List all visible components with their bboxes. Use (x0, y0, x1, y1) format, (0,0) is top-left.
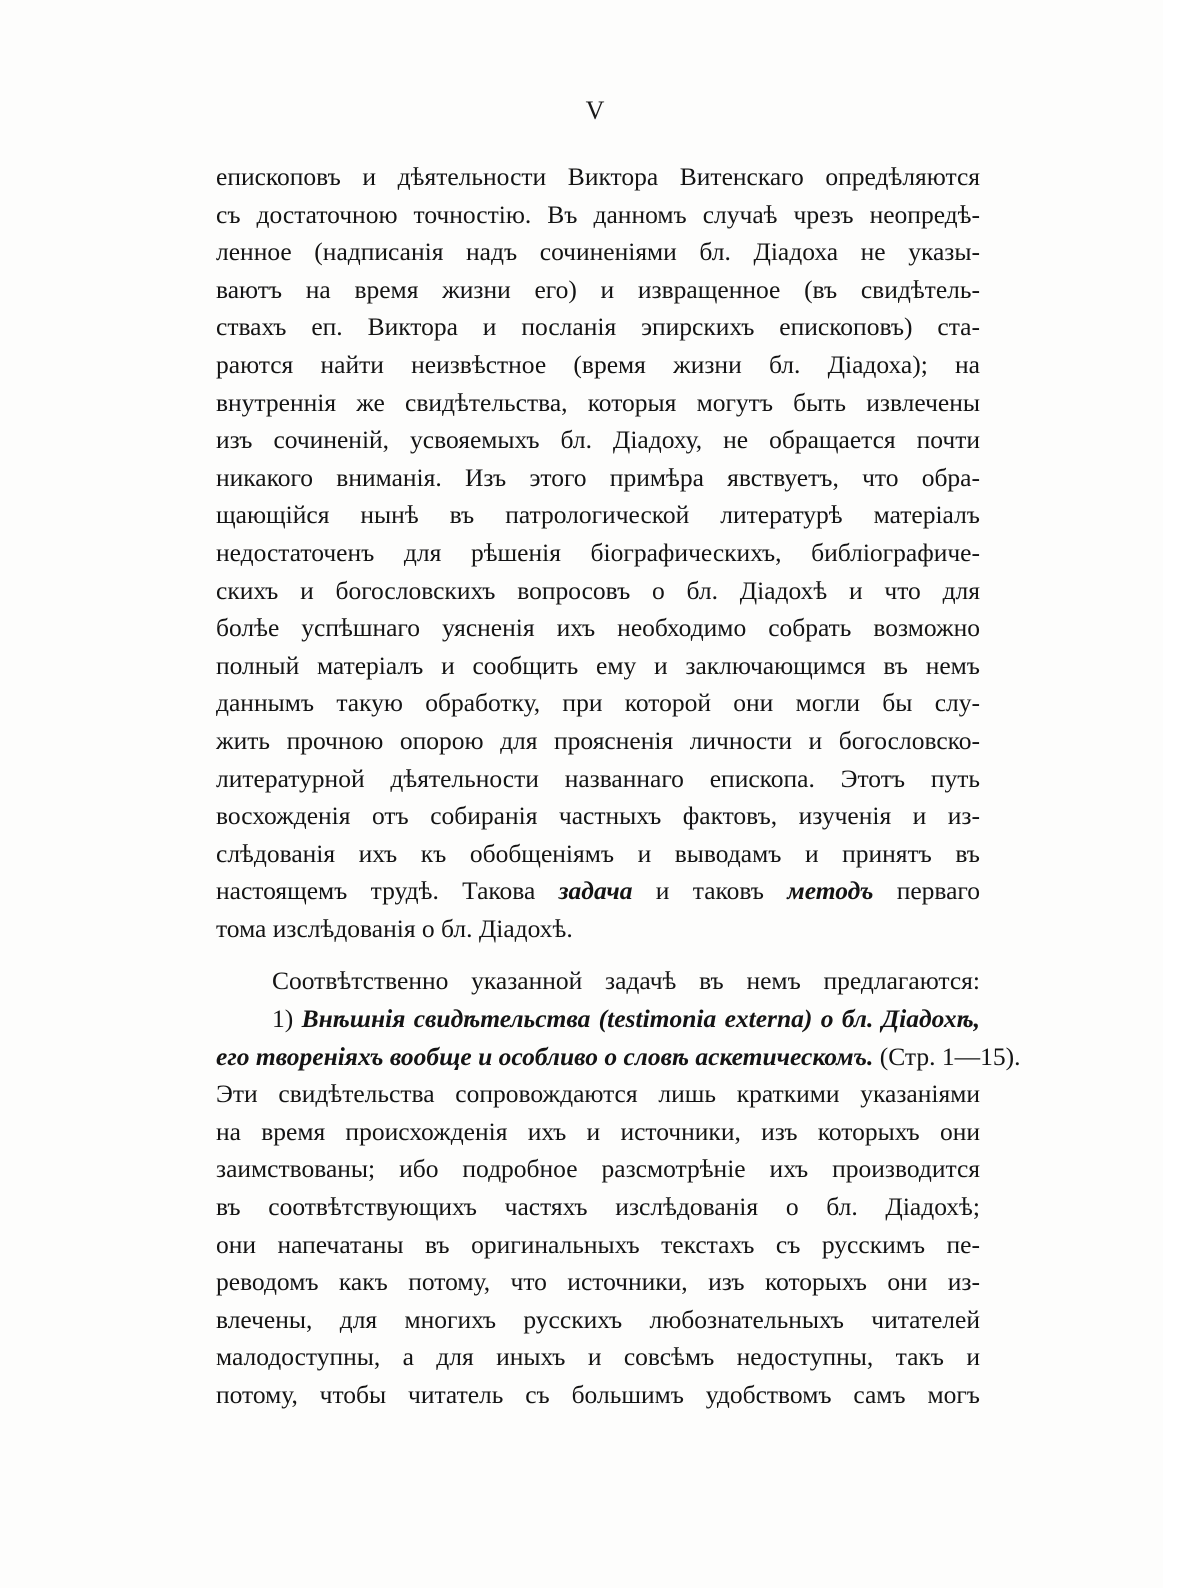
text-run: настоящемъ трудѣ. Такова (216, 876, 559, 906)
paragraph-1 (216, 158, 980, 947)
text-line: даннымъ такую обработку, при которой они могли бы слу- (216, 688, 980, 718)
list-item-1 (216, 1000, 1021, 1075)
page-reference: (Стр. 1—15). (873, 1041, 1021, 1071)
text-line: литературной дѣятельности названнаго епископа. Этотъ путь (216, 763, 980, 793)
text-line: никакого вниманія. Изъ этого примѣра явствуетъ, что обра- (216, 462, 980, 492)
text-run: и таковъ (632, 876, 788, 906)
text-line (216, 1038, 1021, 1076)
text-line: на время происхожденія ихъ и источники, изъ которыхъ они (216, 1116, 980, 1146)
emphasis-metod: методъ (787, 876, 874, 906)
text-line: заимствованы; ибо подробное разсмотрѣніе ихъ производится (216, 1154, 980, 1184)
text-line: въ соотвѣтствующихъ частяхъ изслѣдованія о бл. Діадохѣ; (216, 1192, 980, 1222)
text-line: влечены, для многихъ русскихъ любознательныхъ читателей (216, 1304, 980, 1334)
text-line: полный матеріалъ и сообщить ему и заключающимся въ немъ (216, 650, 980, 680)
text-line: Эти свидѣтельства сопровождаются лишь краткими указаніями (216, 1079, 980, 1109)
text-line: скихъ и богословскихъ вопросовъ о бл. Діадохѣ и что для (216, 575, 980, 605)
page-number: V (585, 96, 605, 125)
text-run: перваго (873, 876, 981, 906)
text-line: жить прочною опорою для проясненія личности и богословско- (216, 725, 980, 755)
text-line: епископовъ и дѣятельности Виктора Витенскаго опредѣляются (216, 162, 980, 191)
text-line: слѣдованія ихъ къ обобщеніямъ и выводамъ и принятъ въ (216, 838, 980, 868)
paragraph-gap (216, 947, 980, 962)
text-line: ваютъ на время жизни его) и извращенное (въ свидѣтель- (216, 274, 980, 304)
text-body (216, 158, 1021, 1414)
item-heading: Внѣшнія свидѣтельства (testimonia externa) о бл. Діадохѣ, (301, 1004, 981, 1034)
text-line (216, 1000, 980, 1038)
text-line: потому, чтобы читатель съ большимъ удобствомъ самъ могъ (216, 1380, 980, 1409)
text-line: недостаточенъ для рѣшенія біографическихъ, библіографиче- (216, 537, 980, 567)
item-number: 1) (272, 1004, 302, 1034)
text-line: внутреннія же свидѣтельства, которыя могутъ быть извлечены (216, 387, 980, 417)
text-line: изъ сочиненій, усвояемыхъ бл. Діадоху, не обращается почти (216, 425, 980, 455)
text-line: болѣе успѣшнаго уясненія ихъ необходимо собрать возможно (216, 613, 980, 643)
text-line: они напечатаны въ оригинальныхъ текстахъ съ русскимъ пе- (216, 1229, 980, 1259)
paragraph-2: Соотвѣтственно указанной задачѣ въ немъ предлагаются: (272, 966, 980, 996)
item-heading: его твореніяхъ вообще и особливо о словѣ аскетическомъ. (216, 1041, 874, 1071)
text-line: малодоступны, а для иныхъ и совсѣмъ недоступны, такъ и (216, 1342, 980, 1372)
text-line: ствахъ еп. Виктора и посланія эпирскихъ епископовъ) ста- (216, 312, 980, 342)
paragraph-3 (216, 1075, 980, 1413)
text-line: съ достаточною точностію. Въ данномъ случаѣ чрезъ неопредѣ- (216, 199, 980, 229)
text-line: восхожденія отъ собиранія частныхъ фактовъ, изученія и из- (216, 801, 980, 831)
text-line: щающійся нынѣ въ патрологической литературѣ матеріалъ (216, 500, 980, 530)
emphasis-zadacha: задача (558, 876, 633, 906)
text-line: ленное (надписанія надъ сочиненіями бл. Діадоха не указы- (216, 237, 980, 267)
text-line: тома изслѣдованія о бл. Діадохѣ. (216, 913, 573, 943)
text-line: раются найти неизвѣстное (время жизни бл. Діадоха); на (216, 349, 980, 379)
text-line: реводомъ какъ потому, что источники, изъ которыхъ они из- (216, 1267, 980, 1297)
text-line (216, 872, 980, 910)
